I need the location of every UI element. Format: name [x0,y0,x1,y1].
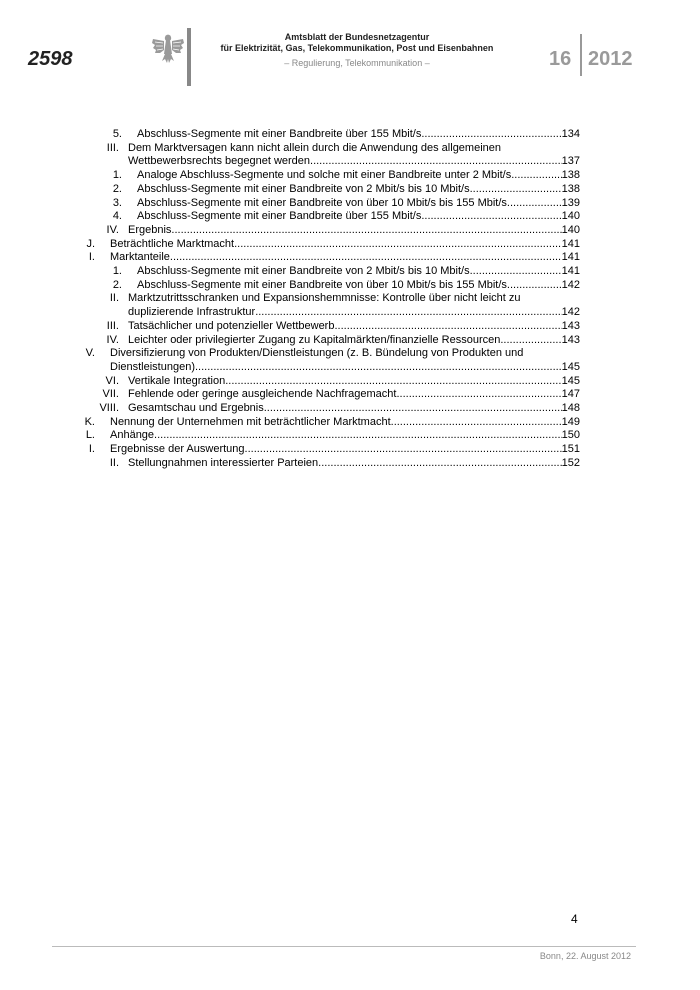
toc-entry[interactable] [84,388,580,402]
toc-leader-dots [421,128,561,142]
toc-entry-page: 151 [561,443,580,456]
toc-entry-title: Abschluss-Segmente mit einer Bandbreite von 2 Mbit/s bis 10 Mbit/s [137,265,470,278]
toc-entry[interactable] [84,347,580,374]
toc-entry-page: 141 [561,251,580,264]
toc-entry-number: I. [88,251,95,264]
toc-entry-page: 137 [561,155,580,168]
toc-entry-number: II. [109,292,119,305]
toc-entry-page: 145 [561,360,580,373]
toc-leader-dots [500,334,561,348]
toc-entry-page: 145 [561,374,580,387]
toc-entry-title: Nennung der Unternehmen mit beträchtlicher Marktmacht [110,415,391,428]
toc-leader-dots [170,251,562,265]
toc-entry-title: Tatsächlicher und potenzieller Wettbewerb [128,319,335,332]
toc-entry-title: Marktzutrittsschranken und Expansionshemmnisse: Kontrolle über nicht leicht zu [128,292,521,305]
toc-entry-title: Diversifizierung von Produkten/Dienstleistungen (z. B. Bündelung von Produkten und [110,347,524,360]
toc-leader-dots [470,183,562,197]
toc-entry-title: Marktanteile [110,251,170,264]
toc-entry[interactable] [84,416,580,430]
toc-entry-title: Ergebnis [128,223,172,236]
header-title-line1: Amtsblatt der Bundesnetzagentur [284,32,430,42]
toc-entry[interactable] [84,292,580,319]
footer-date: Bonn, 22. August 2012 [539,951,631,961]
page-number: 2598 [28,48,73,70]
toc-entry[interactable] [84,443,580,457]
toc-entry-title: Wettbewerbsrechts begegnet werden [128,155,311,168]
toc-entry-page: 148 [561,402,580,415]
toc-leader-dots [470,265,562,279]
toc-entry-number: VI. [105,374,119,387]
issue-divider [580,34,582,76]
toc-entry[interactable] [84,429,580,443]
toc-entry[interactable] [84,128,580,142]
toc-entry[interactable] [84,238,580,252]
federal-eagle-icon [150,30,186,66]
toc-entry-page: 140 [561,210,580,223]
toc-entry-title: Vertikale Integration [128,374,226,387]
toc-entry[interactable] [84,457,580,471]
toc-entry-number: III. [106,319,119,332]
toc-entry-title: Abschluss-Segmente mit einer Bandbreite über 155 Mbit/s [137,210,422,223]
toc-entry-page: 140 [561,223,580,236]
toc-leader-dots [310,155,562,169]
toc-entry-title: Abschluss-Segmente mit einer Bandbreite von 2 Mbit/s bis 10 Mbit/s [137,182,470,195]
toc-entry-number: 2. [112,278,122,291]
toc-leader-dots [264,402,562,416]
toc-leader-dots [507,197,562,211]
toc-entry-page: 138 [561,182,580,195]
toc-leader-dots [255,306,561,320]
toc-leader-dots [511,169,561,183]
toc-leader-dots [225,375,561,389]
toc-entry-title: Leichter oder privilegierter Zugang zu Kapitalmärkten/finanzielle Ressourcen [128,333,501,346]
toc-leader-dots [334,320,561,334]
toc-entry[interactable] [84,251,580,265]
toc-entry-title: duplizierende Infrastruktur [128,306,256,319]
toc-entry-number: VIII. [99,402,119,415]
toc-entry[interactable] [84,210,580,224]
toc-entry-title: Abschluss-Segmente mit einer Bandbreite von über 10 Mbit/s bis 155 Mbit/s [137,196,507,209]
toc-entry-page: 152 [561,456,580,469]
toc-entry-number: I. [88,443,95,456]
toc-leader-dots [318,457,561,471]
toc-entry-page: 138 [561,169,580,182]
toc-entry[interactable] [84,197,580,211]
header-subtitle: – Regulierung, Telekommunikation – [284,58,430,68]
issue-year: 2012 [588,48,633,70]
toc-entry-title: Dem Marktversagen kann nicht allein durch die Anwendung des allgemeinen [128,141,502,154]
toc-entry-page: 141 [561,265,580,278]
toc-entry[interactable] [84,183,580,197]
toc-entry-number: V. [85,347,95,360]
toc-entry[interactable] [84,375,580,389]
toc-entry-number: 1. [112,169,122,182]
toc-entry-title: Dienstleistungen) [110,360,195,373]
table-of-contents [84,128,580,471]
header-divider [187,28,191,86]
toc-entry-page: 139 [561,196,580,209]
footer-divider [52,946,636,947]
toc-entry-number: II. [109,456,119,469]
toc-entry-number: 2. [112,182,122,195]
toc-entry-title: Gesamtschau und Ergebnis [128,402,264,415]
toc-leader-dots [421,210,561,224]
header-center [200,32,514,68]
toc-entry-number: IV. [106,333,119,346]
toc-leader-dots [171,224,561,238]
toc-entry-title: Ergebnisse der Auswertung [110,443,245,456]
toc-entry-title: Abschluss-Segmente mit einer Bandbreite über 155 Mbit/s [137,128,422,140]
toc-leader-dots [154,429,562,443]
toc-entry[interactable] [84,265,580,279]
toc-entry-title: Fehlende oder geringe ausgleichende Nachfragemacht [128,388,397,401]
toc-leader-dots [245,443,562,457]
toc-entry-title: Anhänge [110,429,155,442]
toc-entry[interactable] [84,224,580,238]
toc-entry[interactable] [84,334,580,348]
toc-leader-dots [195,361,562,375]
toc-entry-number: VII. [102,388,119,401]
toc-entry-number: J. [86,237,95,250]
toc-entry-page: 150 [561,429,580,442]
toc-entry-number: 5. [112,128,122,140]
toc-entry-number: K. [84,415,95,428]
toc-entry-number: 3. [112,196,122,209]
toc-entry-page: 134 [561,128,580,140]
toc-leader-dots [391,416,562,430]
toc-entry-page: 147 [561,388,580,401]
toc-leader-dots [234,238,562,252]
toc-entry-page: 141 [561,237,580,250]
toc-entry[interactable] [84,142,580,169]
toc-entry-title: Abschluss-Segmente mit einer Bandbreite von über 10 Mbit/s bis 155 Mbit/s [137,278,507,291]
toc-entry[interactable] [84,169,580,183]
toc-entry-number: 1. [112,265,122,278]
toc-entry-number: L. [85,429,95,442]
toc-entry-number: III. [106,141,119,154]
toc-entry-title: Beträchtliche Marktmacht [110,237,235,250]
toc-entry-page: 143 [561,333,580,346]
issue-number: 16 [549,48,572,70]
toc-entry[interactable] [84,320,580,334]
header-title-line2: für Elektrizität, Gas, Telekommunikation, Post und Eisenbahnen [220,43,494,53]
toc-entry-page: 142 [561,278,580,291]
toc-entry-page: 143 [561,319,580,332]
toc-entry-title: Stellungnahmen interessierter Parteien [128,456,319,469]
toc-entry-page: 142 [561,306,580,319]
toc-entry-page: 149 [561,415,580,428]
toc-entry-number: 4. [112,210,122,223]
toc-entry[interactable] [84,279,580,293]
toc-entry[interactable] [84,402,580,416]
toc-entry-number: IV. [106,223,119,236]
toc-leader-dots [396,388,561,402]
toc-leader-dots [507,279,562,293]
footer-page-number: 4 [571,912,578,926]
toc-entry-title: Analoge Abschluss-Segmente und solche mit einer Bandbreite unter 2 Mbit/s [137,169,512,182]
